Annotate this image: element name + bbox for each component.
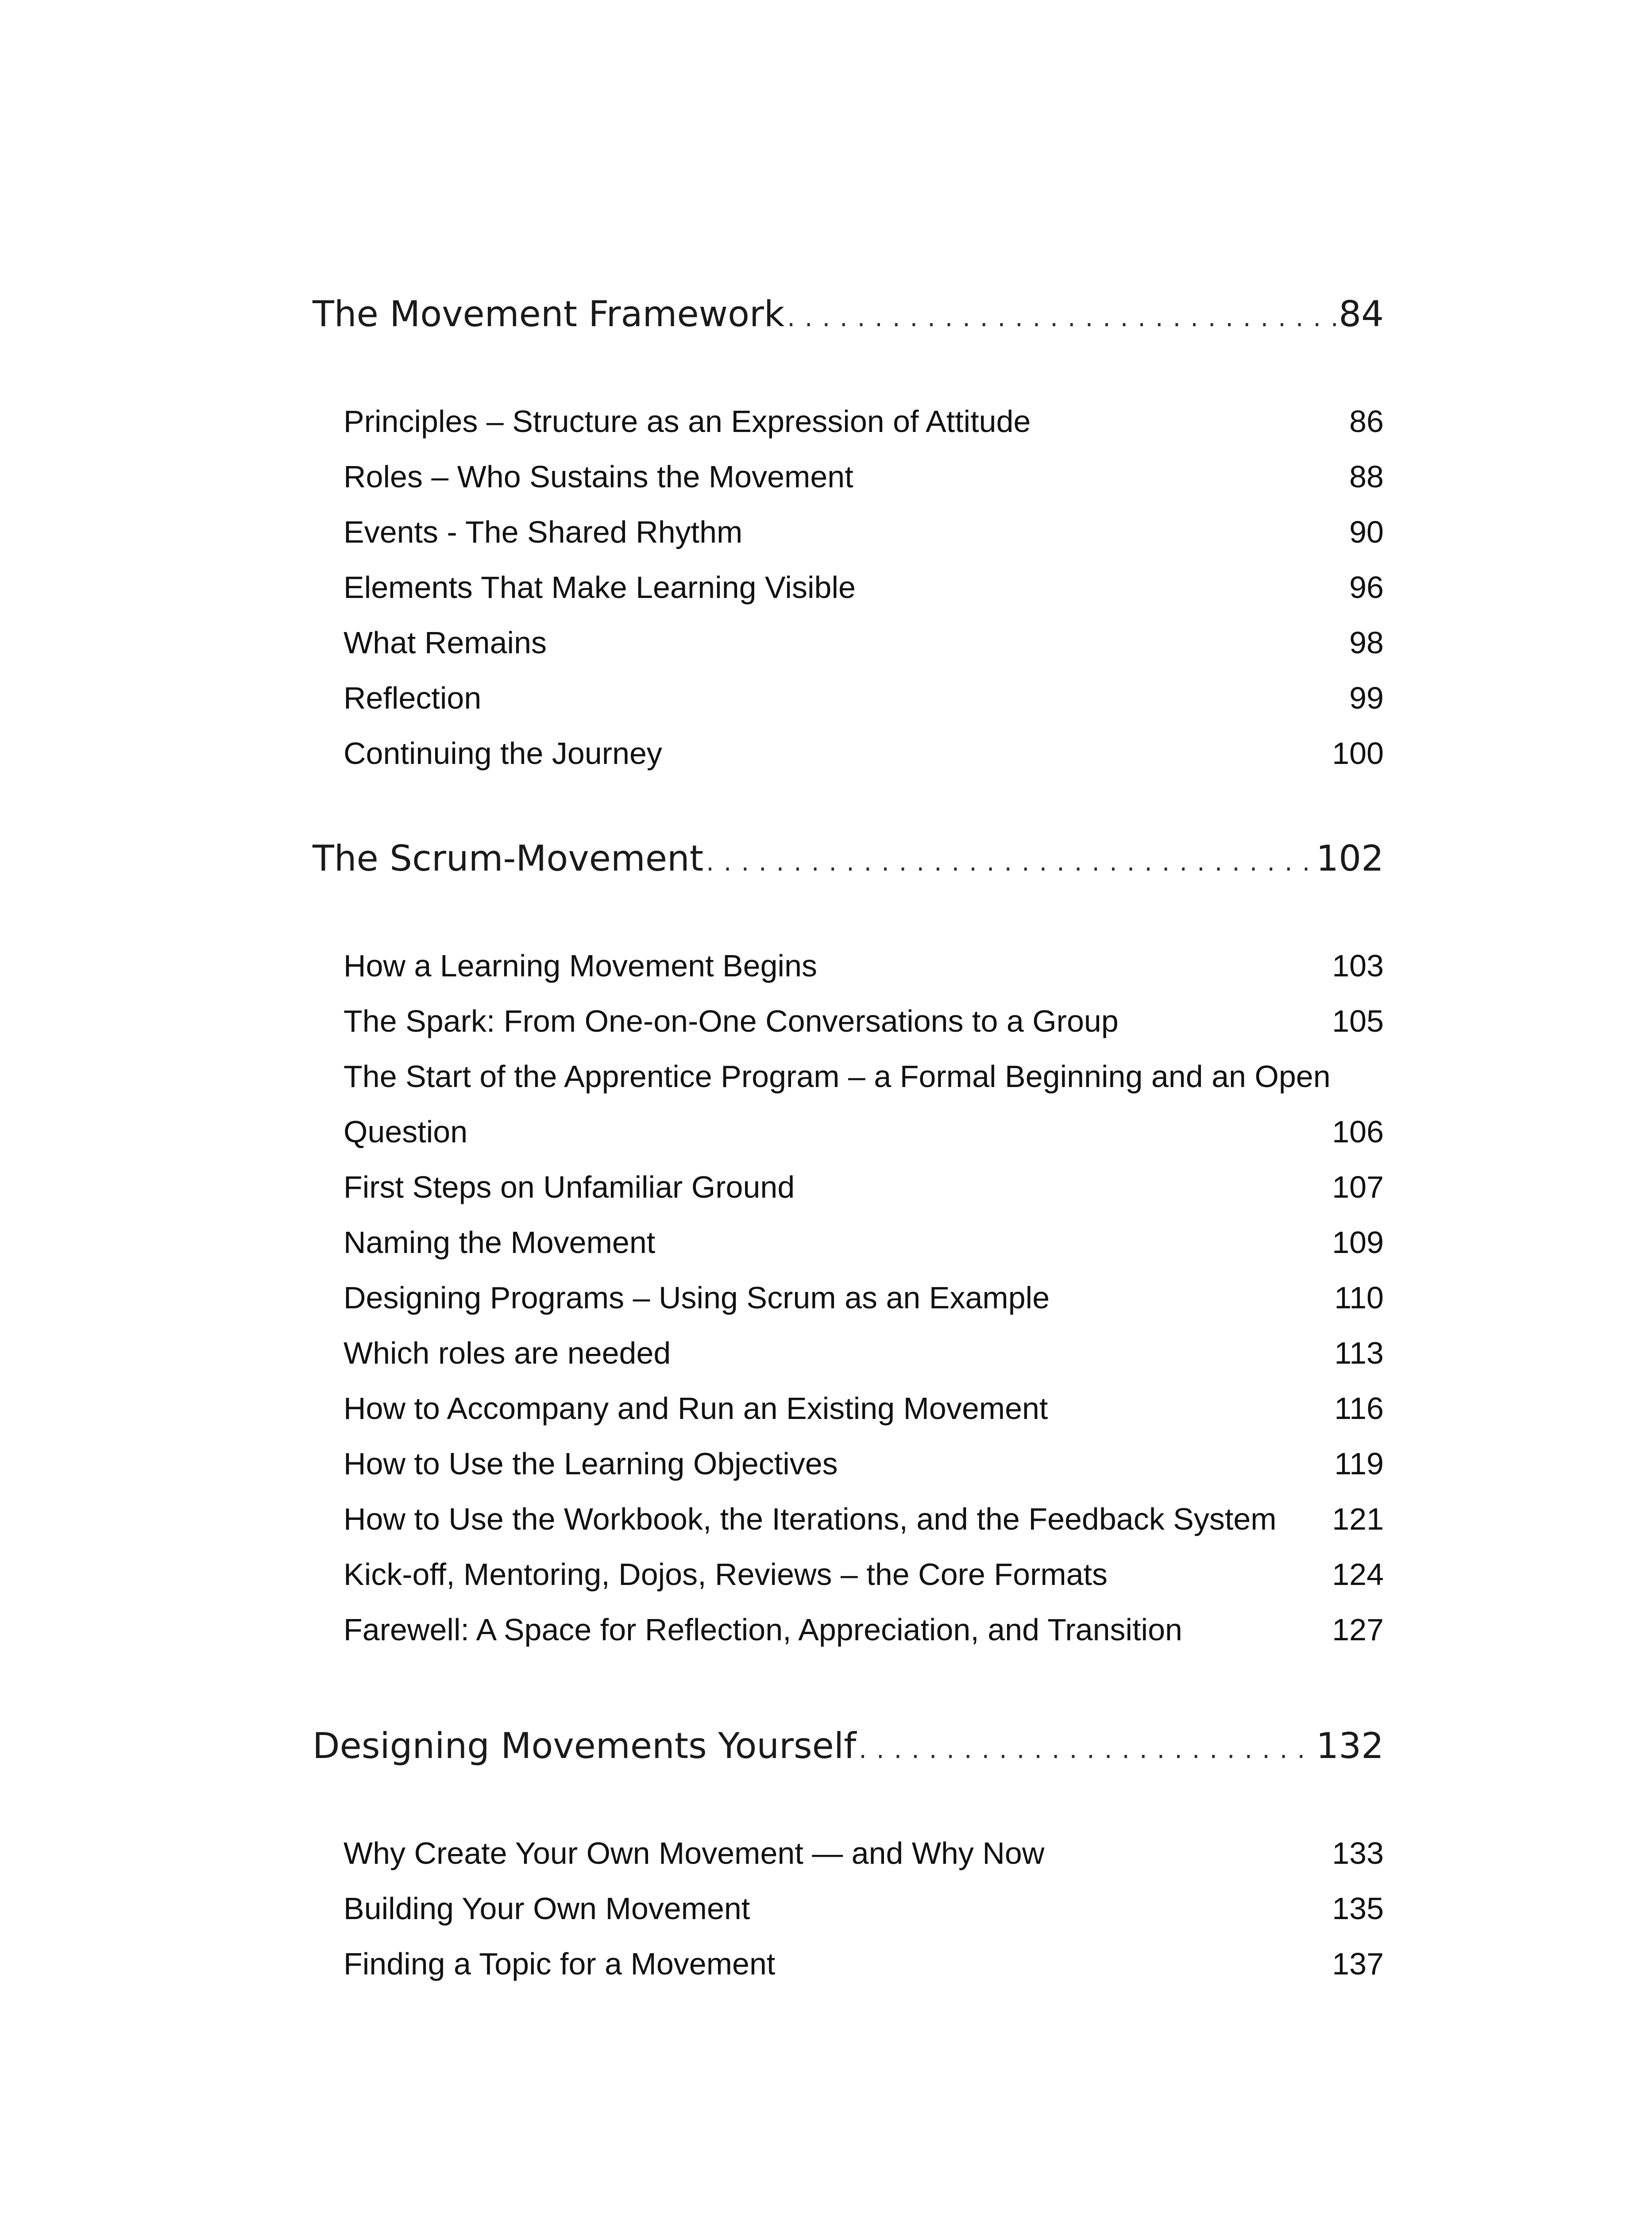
toc-entry[interactable] [344, 1602, 1384, 1658]
entry-page-number: 105 [1332, 1004, 1384, 1038]
entry-title: The Spark: From One-on-One Conversations to a Group [344, 1004, 1119, 1038]
entry-page-number: 107 [1332, 1170, 1384, 1204]
toc-entry[interactable] [344, 394, 1384, 449]
entry-title: How to Accompany and Run an Existing Movement [344, 1391, 1048, 1426]
toc-entries [344, 1826, 1384, 1992]
toc-entry[interactable] [344, 1881, 1384, 1936]
entry-page-number: 86 [1349, 404, 1384, 439]
entry-page-number: 110 [1334, 1280, 1384, 1315]
entry-page-number: 109 [1332, 1225, 1384, 1260]
entry-title: Naming the Movement [344, 1225, 656, 1260]
toc-entry[interactable] [344, 1826, 1384, 1881]
entry-page-number: 99 [1349, 681, 1384, 715]
entry-title: Reflection [344, 681, 482, 715]
entry-title: Elements That Make Learning Visible [344, 570, 856, 605]
entry-title: First Steps on Unfamiliar Ground [344, 1170, 795, 1204]
entry-page-number: 116 [1334, 1391, 1384, 1426]
entry-page-number: 119 [1334, 1446, 1384, 1481]
entry-page-number: 106 [1332, 1114, 1384, 1149]
entry-title: What Remains [344, 625, 547, 660]
entry-page-number: 100 [1332, 736, 1384, 771]
toc-entry[interactable] [344, 1215, 1384, 1270]
entry-title: Finding a Topic for a Movement [344, 1947, 776, 1981]
entry-title: Principles – Structure as an Expression of Attitude [344, 404, 1031, 439]
toc-entry[interactable] [344, 1270, 1384, 1326]
chapter-title: Designing Movements Yourself [313, 1725, 857, 1766]
toc-entry[interactable] [344, 1326, 1384, 1381]
toc-entries [344, 938, 1384, 1658]
chapter-page-number: 132 [1316, 1725, 1384, 1766]
toc-entry[interactable] [344, 1381, 1384, 1436]
toc-entry[interactable] [344, 1547, 1384, 1602]
entry-page-number: 98 [1349, 625, 1384, 660]
dot-leader [706, 829, 1313, 896]
chapter-heading[interactable] [313, 1713, 1384, 1779]
entry-title: Building Your Own Movement [344, 1891, 750, 1926]
entry-title: How to Use the Learning Objectives [344, 1446, 838, 1481]
chapter-title: The Movement Framework [313, 293, 785, 335]
toc-entry[interactable] [344, 505, 1384, 560]
toc-entry[interactable] [344, 726, 1384, 781]
chapter-page-number: 102 [1316, 838, 1384, 879]
toc-entry[interactable] [344, 1492, 1384, 1547]
entry-title: The Start of the Apprentice Program – a Formal Beginning and an Open Question [344, 1059, 1331, 1149]
entry-page-number: 90 [1349, 515, 1384, 549]
entry-title: Designing Programs – Using Scrum as an Example [344, 1280, 1050, 1315]
entry-title: How a Learning Movement Begins [344, 948, 818, 983]
chapter-page-number: 84 [1339, 293, 1384, 335]
toc-section [313, 825, 1384, 1647]
toc-entry[interactable] [344, 671, 1384, 726]
toc-section [313, 1713, 1384, 1981]
toc-entry[interactable] [344, 1049, 1384, 1160]
toc-section [313, 281, 1384, 771]
entry-page-number: 96 [1349, 570, 1384, 605]
entry-page-number: 121 [1332, 1502, 1384, 1536]
dot-leader [859, 1717, 1313, 1783]
toc-entry[interactable] [344, 938, 1384, 994]
entry-title: Kick-off, Mentoring, Dojos, Reviews – the Core Formats [344, 1557, 1108, 1592]
entry-title: Events - The Shared Rhythm [344, 515, 743, 549]
toc-entry[interactable] [344, 1160, 1384, 1215]
chapter-heading[interactable] [313, 281, 1384, 347]
entry-title: How to Use the Workbook, the Iterations, and the Feedback System [344, 1502, 1277, 1536]
dot-leader [787, 285, 1336, 351]
entry-title: Roles – Who Sustains the Movement [344, 459, 853, 494]
toc-entry[interactable] [344, 449, 1384, 505]
toc-entry[interactable] [344, 1936, 1384, 1992]
entry-page-number: 127 [1332, 1612, 1384, 1647]
entry-page-number: 124 [1332, 1557, 1384, 1592]
toc-entry[interactable] [344, 994, 1384, 1049]
entry-page-number: 133 [1332, 1836, 1384, 1870]
toc-entry[interactable] [344, 615, 1384, 671]
entry-page-number: 113 [1334, 1336, 1384, 1370]
entry-title: Which roles are needed [344, 1336, 671, 1370]
toc-entries [344, 394, 1384, 781]
entry-page-number: 137 [1332, 1947, 1384, 1981]
entry-title: Why Create Your Own Movement — and Why Now [344, 1836, 1045, 1870]
chapter-title: The Scrum-Movement [313, 838, 704, 879]
entry-page-number: 135 [1332, 1891, 1384, 1926]
entry-page-number: 88 [1349, 459, 1384, 494]
table-of-contents-page [313, 0, 1384, 2213]
toc-entry[interactable] [344, 560, 1384, 615]
entry-page-number: 103 [1332, 948, 1384, 983]
entry-title: Farewell: A Space for Reflection, Appreciation, and Transition [344, 1612, 1182, 1647]
entry-title: Continuing the Journey [344, 736, 662, 771]
chapter-heading[interactable] [313, 825, 1384, 892]
toc-entry[interactable] [344, 1436, 1384, 1492]
